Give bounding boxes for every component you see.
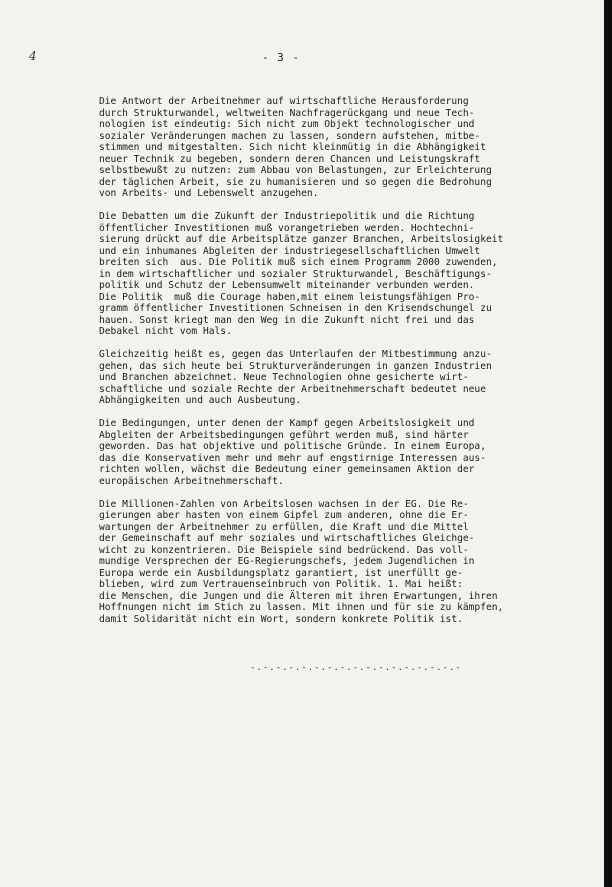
text-line: geworden. Das hat objektive und politische Gründe. In einem Europa, [99, 441, 486, 452]
text-line: sozialer Veränderungen machen zu lassen, sondern aufstehen, mitbe- [99, 130, 481, 142]
text-line: Die Bedingungen, unter denen der Kampf gegen Arbeitslosigkeit und [99, 418, 475, 429]
text-line: schaftliche und soziale Rechte der Arbeitnehmerschaft bedeutet neue [99, 383, 486, 395]
text-line: hauen. Sonst kriegt man den Weg in die Zukunft nicht frei und das [99, 314, 475, 326]
text-line: Gleichzeitig heißt es, gegen das Unterlaufen der Mitbestimmung anzu- [99, 349, 492, 360]
text-line: Die Debatten um die Zukunft der Industriepolitik und die Richtung [99, 211, 475, 222]
text-line: das die Konservativen mehr und mehr auf engstirnige Interessen aus- [99, 452, 486, 464]
scan-border [604, 0, 612, 887]
text-line: Debakel nicht vom Hals. [99, 326, 232, 337]
text-line: Die Millionen-Zahlen von Arbeitslosen wachsen in der EG. Die Re- [99, 498, 469, 510]
text-line: von Arbeits- und Lebenswelt anzugehen. [99, 188, 319, 199]
body-text [99, 96, 569, 637]
text-line: gramm öffentlicher Investitionen Schneisen in den Krisendschungel zu [99, 303, 492, 314]
text-line: durch Strukturwandel, weltweiten Nachfragerückgang und neue Tech- [99, 107, 475, 119]
text-line: damit Solidarität nicht ein Wort, sondern konkrete Politik ist. [99, 613, 463, 625]
text-line: richten wollen, wächst die Bedeutung einer gemeinsamen Aktion der [99, 464, 475, 475]
text-line: gehen, das sich heute bei Strukturveränderungen in ganzen Industrien [99, 360, 492, 372]
text-line: europäischen Arbeitnehmerschaft. [99, 475, 284, 487]
paragraph-2 [99, 211, 569, 338]
text-line: selbstbewußt zu nutzen: zum Abbau von Belastungen, zur Erleichterung [99, 165, 492, 176]
text-line: Die Antwort der Arbeitnehmer auf wirtschaftliche Herausforderung [99, 96, 469, 107]
text-line: wartungen der Arbeitnehmer zu erfüllen, die Kraft und die Mittel [99, 521, 469, 533]
handwritten-page-mark: 4 [29, 49, 37, 63]
text-line: Europa werde ein Ausbildungsplatz garantiert, ist unerfüllt ge- [99, 567, 463, 579]
text-line: breiten sich aus. Die Politik muß sich einem Programm 2000 zuwenden, [99, 257, 498, 268]
text-line: gierungen aber hasten von einem Gipfel zum anderen, ohne die Er- [99, 510, 469, 521]
text-line: Die Politik muß die Courage haben,mit einem leistungsfähigen Pro- [99, 291, 481, 303]
paragraph-1 [99, 96, 569, 200]
text-line: und Branchen abzeichnet. Neue Technologien ohne gesicherte wirt- [99, 372, 469, 383]
text-line: die Menschen, die Jungen und die Älteren mit ihren Erwartungen, ihren [99, 590, 498, 602]
text-line: öffentlicher Investitionen muß vorangetrieben werden. Hochtechni- [99, 222, 475, 234]
end-separator: -.-.-.-.-.-.-.-.-.-.-.-.-.-.-.-.- [250, 663, 462, 673]
text-line: Abgleiten der Arbeitsbedingungen geführt werden muß, sind härter [99, 429, 469, 441]
text-line: neuer Technik zu begeben, sondern deren Chancen und Leistungskraft [99, 153, 481, 165]
text-line: nologien ist eindeutig: Sich nicht zum Objekt technologischer und [99, 119, 475, 130]
paragraph-5 [99, 499, 569, 626]
text-line: wicht zu konzentrieren. Die Beispiele sind bedrückend. Das voll- [99, 544, 469, 556]
text-line: der Gemeinschaft auf mehr soziales und wirtschaftliches Gleichge- [99, 533, 475, 544]
text-line: sierung drückt auf die Arbeitsplätze ganzer Branchen, Arbeitslosigkeit [99, 234, 504, 245]
paragraph-4 [99, 418, 569, 487]
text-line: Abhängigkeiten und auch Ausbeutung. [99, 395, 302, 406]
paragraph-3 [99, 349, 569, 407]
text-line: in dem wirtschaftlicher und sozialer Strukturwandel, Beschäftigungs- [99, 268, 492, 280]
text-line: politik und Schutz der Lebensumwelt miteinander verbunden werden. [99, 280, 475, 291]
page-number: - 3 - [261, 51, 301, 64]
text-line: blieben, wird zum Vertrauenseinbruch von Politik. 1. Mai heißt: [99, 579, 463, 590]
text-line: und ein inhumanes Abgleiten der industriegesellschaftlichen Umwelt [99, 245, 481, 257]
text-line: stimmen und mitgestalten. Sich nicht kleinmütig in die Abhängigkeit [99, 142, 486, 153]
text-line: Hoffnungen nicht im Stich zu lassen. Mit ihnen und für sie zu kämpfen, [99, 602, 504, 613]
text-line: der täglichen Arbeit, sie zu humanisieren und so gegen die Bedrohung [99, 176, 492, 188]
text-line: mundige Versprechen der EG-Regierungschefs, jedem Jugendlichen in [99, 556, 475, 567]
